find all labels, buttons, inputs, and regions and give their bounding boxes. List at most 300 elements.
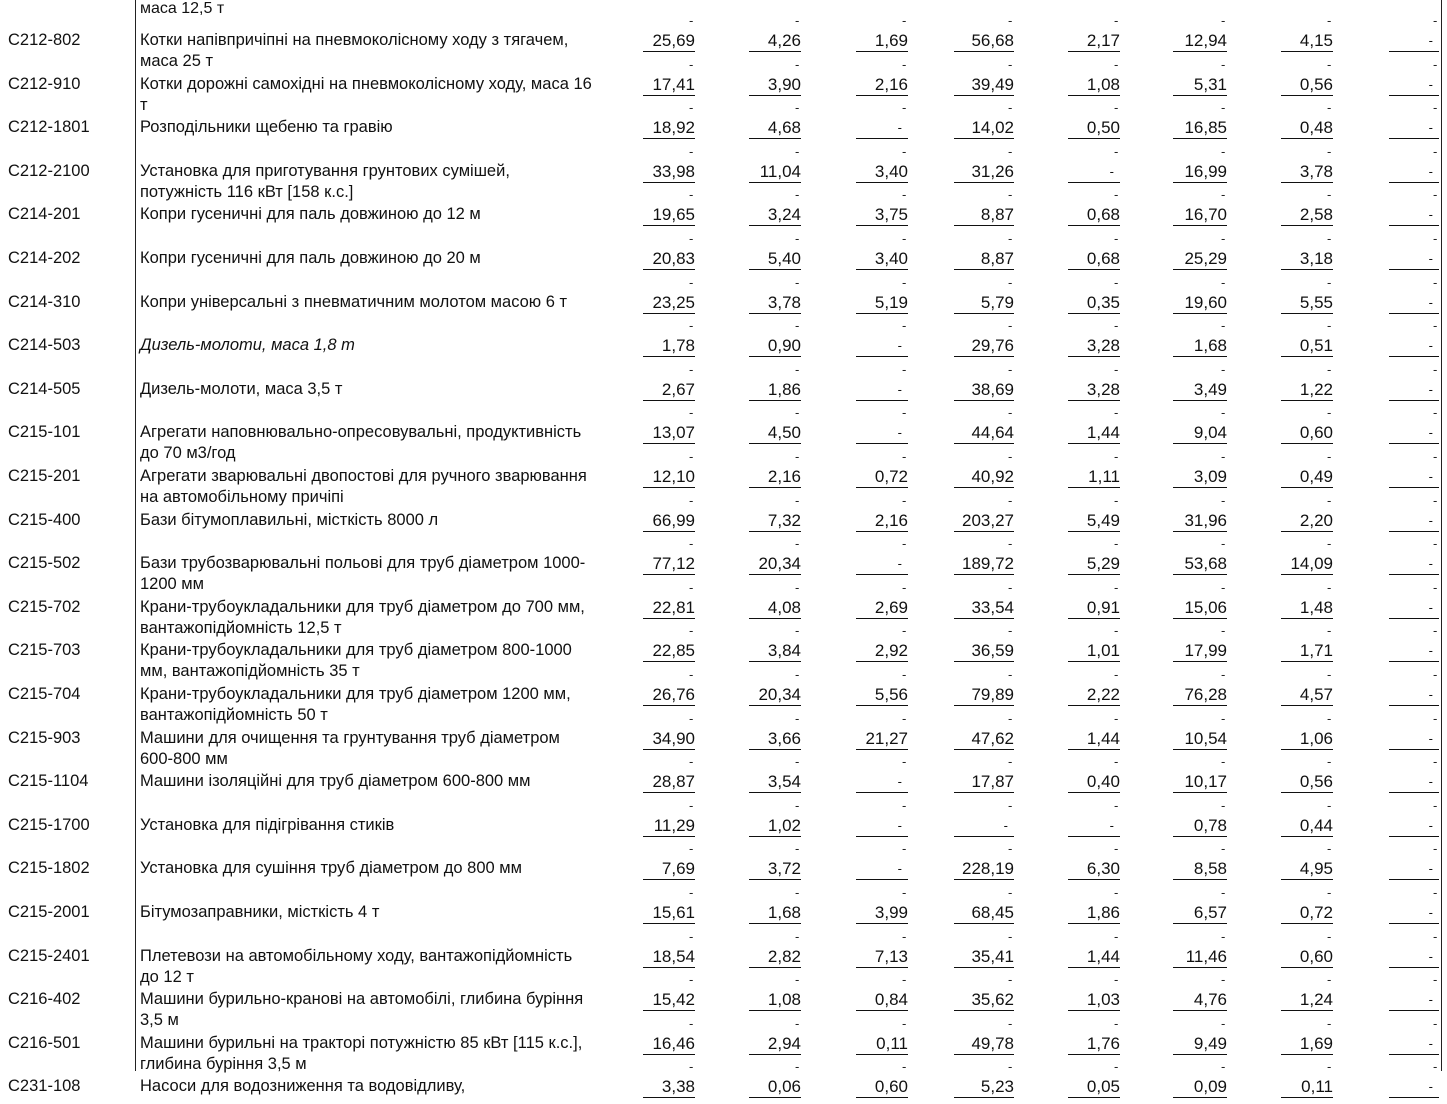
resource-description: Котки дорожні самохідні на пневмоколісному ходу, маса 16 т	[140, 74, 592, 114]
cell-dash-mark: -	[795, 841, 800, 857]
value-cell: 8,58	[1173, 858, 1227, 880]
cell-dash-mark: -	[1008, 56, 1013, 72]
cell-dash-mark: -	[1221, 841, 1226, 857]
value-cell: 3,54	[749, 771, 801, 793]
table-row	[0, 972, 1447, 1030]
value-cell: 8,87	[954, 204, 1014, 226]
value-cell: 12,94	[1173, 30, 1227, 52]
value-cell: 4,15	[1281, 30, 1333, 52]
resource-description: Крани-трубоукладальники для труб діаметром до 700 мм, вантажопідйомність 12,5 т	[140, 597, 585, 637]
cell-dash-mark: -	[1221, 885, 1226, 900]
cell-dash-mark: -	[795, 13, 800, 28]
cell-dash-mark: -	[795, 1059, 800, 1075]
cell-dash-mark: -	[902, 100, 907, 116]
resource-code: С215-201	[8, 467, 81, 485]
cell-dash-mark: -	[1433, 972, 1438, 988]
cell-dash-mark: -	[1008, 449, 1013, 464]
cell-dash-mark: -	[689, 841, 694, 857]
value-cell: 19,60	[1173, 292, 1227, 314]
cell-dash-mark: -	[1433, 928, 1438, 944]
value-cell: 15,42	[643, 989, 695, 1011]
value-cell: 0,56	[1281, 74, 1333, 96]
cell-dash-mark: -	[689, 797, 694, 813]
value-cell: 12,10	[643, 466, 695, 488]
value-cell: 40,92	[954, 466, 1014, 488]
cell-dash-mark: -	[689, 143, 694, 159]
value-cell: 10,54	[1173, 728, 1227, 750]
value-cell: -	[856, 422, 908, 444]
value-cell: 22,85	[643, 640, 695, 662]
cell-dash-mark: -	[902, 710, 907, 726]
value-cell: -	[1068, 815, 1120, 837]
value-cell: 228,19	[954, 858, 1014, 880]
resource-code: С215-2001	[8, 903, 90, 921]
value-cell: 0,06	[749, 1076, 801, 1098]
value-cell: 39,49	[954, 74, 1014, 96]
cell-dash-mark: -	[1114, 231, 1119, 246]
value-cell: 35,41	[954, 946, 1014, 968]
value-cell: 14,09	[1281, 553, 1333, 575]
value-cell: -	[856, 815, 908, 837]
value-cell: 20,83	[643, 248, 695, 270]
cell-dash-mark: -	[1433, 449, 1438, 464]
resource-description: Машини ізоляційні для труб діаметром 600-800 мм	[140, 772, 531, 791]
cell-dash-mark: -	[795, 623, 800, 639]
cell-dash-mark: -	[689, 579, 694, 595]
cell-dash-mark: -	[902, 449, 907, 464]
cell-dash-mark: -	[1221, 318, 1226, 334]
cell-dash-mark: -	[1221, 623, 1226, 639]
table-row	[0, 1060, 1447, 1104]
resource-code: С212-1801	[8, 118, 90, 137]
cell-dash-mark: -	[1433, 13, 1438, 28]
value-cell: 1,69	[1281, 1033, 1333, 1055]
value-cell: 1,08	[1068, 74, 1120, 96]
cell-dash-mark: -	[795, 928, 800, 944]
value-cell: 20,34	[749, 684, 801, 706]
table-row	[0, 579, 1447, 637]
cell-dash-mark: -	[1327, 579, 1332, 595]
cell-dash-mark: -	[1008, 667, 1013, 682]
resource-code: С215-400	[8, 510, 81, 529]
cell-dash-mark: -	[1327, 667, 1332, 682]
cell-dash-mark: -	[1221, 231, 1226, 246]
value-cell: 3,66	[749, 728, 801, 750]
cell-dash-mark: -	[1327, 885, 1332, 900]
value-cell: 3,38	[643, 1076, 695, 1098]
value-cell: 15,06	[1173, 597, 1227, 619]
value-cell: 2,17	[1068, 30, 1120, 52]
value-cell: -	[1389, 597, 1439, 619]
value-cell: 1,86	[749, 379, 801, 401]
table-row	[0, 232, 1447, 276]
cell-dash-mark: -	[795, 100, 800, 116]
value-cell: 0,44	[1281, 815, 1333, 837]
value-cell: 0,50	[1068, 117, 1120, 139]
value-cell: 47,62	[954, 728, 1014, 750]
value-cell: 20,34	[749, 553, 801, 575]
value-cell: 36,59	[954, 640, 1014, 662]
resource-code: С215-1104	[8, 772, 89, 791]
value-cell: -	[1389, 640, 1439, 662]
table-row	[0, 405, 1447, 463]
resource-description: Установка для підігрівання стиків	[140, 815, 395, 834]
value-cell: 2,16	[856, 74, 908, 96]
value-cell: -	[856, 771, 908, 793]
value-cell: 3,78	[749, 292, 801, 314]
value-cell: 5,55	[1281, 292, 1333, 314]
value-cell: 3,75	[856, 204, 908, 226]
cell-dash-mark: -	[1327, 405, 1332, 421]
value-cell: 35,62	[954, 989, 1014, 1011]
cell-dash-mark: -	[1114, 667, 1119, 682]
value-cell: 33,98	[643, 161, 695, 183]
value-cell: 44,64	[954, 422, 1014, 444]
resource-code: С215-1802	[8, 859, 90, 878]
cell-dash-mark: -	[1221, 797, 1226, 813]
cell-dash-mark: -	[1433, 231, 1438, 246]
cell-dash-mark: -	[1114, 13, 1119, 28]
table-row	[0, 13, 1447, 70]
cell-dash-mark: -	[1433, 492, 1438, 508]
resource-code: С212-802	[8, 31, 81, 49]
value-cell: -	[1389, 553, 1439, 575]
value-cell: 0,49	[1281, 466, 1333, 488]
table-row	[0, 494, 1447, 538]
value-cell: 1,44	[1068, 728, 1120, 750]
cell-dash-mark: -	[1221, 143, 1226, 159]
value-cell: 29,76	[954, 335, 1014, 357]
cell-dash-mark: -	[795, 405, 800, 421]
value-cell: 7,13	[856, 946, 908, 968]
cell-dash-mark: -	[1221, 449, 1226, 464]
cell-dash-mark: -	[1008, 885, 1013, 900]
value-cell: 1,02	[749, 815, 801, 837]
cell-dash-mark: -	[1327, 13, 1332, 28]
value-cell: 3,90	[749, 74, 801, 96]
cell-dash-mark: -	[1221, 274, 1226, 290]
cell-dash-mark: -	[1008, 797, 1013, 813]
value-cell: 0,91	[1068, 597, 1120, 619]
resource-description: Крани-трубоукладальники для труб діаметром 1200 мм, вантажопідйомність 50 т	[140, 685, 571, 724]
cell-dash-mark: -	[1433, 710, 1438, 726]
cell-dash-mark: -	[1327, 274, 1332, 290]
cell-dash-mark: -	[1008, 361, 1013, 377]
cell-dash-mark: -	[1008, 841, 1013, 857]
value-cell: 3,49	[1173, 379, 1227, 401]
cell-dash-mark: -	[1221, 1015, 1226, 1031]
table-row	[0, 842, 1447, 886]
cell-dash-mark: -	[689, 667, 694, 682]
cell-dash-mark: -	[1221, 710, 1226, 726]
value-cell: 1,78	[643, 335, 695, 357]
table-row	[0, 319, 1447, 363]
value-cell: 28,87	[643, 771, 695, 793]
cell-dash-mark: -	[689, 885, 694, 900]
value-cell: -	[1389, 902, 1439, 924]
value-cell: 3,28	[1068, 335, 1120, 357]
cell-dash-mark: -	[1327, 1015, 1332, 1031]
resource-description: Дизель-молоти, маса 1,8 т	[140, 336, 355, 355]
cell-dash-mark: -	[902, 754, 907, 770]
value-cell: 3,84	[749, 640, 801, 662]
cell-dash-mark: -	[1114, 449, 1119, 464]
cell-dash-mark: -	[1327, 972, 1332, 988]
cell-dash-mark: -	[689, 449, 694, 464]
resource-code: С214-201	[8, 205, 81, 224]
table-row	[0, 710, 1447, 768]
cell-dash-mark: -	[902, 579, 907, 595]
value-cell: 0,78	[1173, 815, 1227, 837]
resource-description: Бітумозаправники, місткість 4 т	[140, 903, 380, 921]
cell-dash-mark: -	[689, 492, 694, 508]
cell-dash-mark: -	[1221, 187, 1226, 203]
resource-description: Копри гусеничні для паль довжиною до 12 м	[140, 205, 481, 224]
value-cell: -	[1389, 1076, 1439, 1098]
cell-dash-mark: -	[795, 231, 800, 246]
resource-code: С214-503	[8, 336, 81, 355]
value-cell: 1,11	[1068, 466, 1120, 488]
value-cell: -	[1389, 858, 1439, 880]
value-cell: 1,03	[1068, 989, 1120, 1011]
table-row	[0, 449, 1447, 506]
cell-dash-mark: -	[1433, 100, 1438, 116]
value-cell: -	[856, 858, 908, 880]
cell-dash-mark: -	[1221, 972, 1226, 988]
value-cell: 25,69	[643, 30, 695, 52]
value-cell: 0,35	[1068, 292, 1120, 314]
cell-dash-mark: -	[1433, 797, 1438, 813]
cell-dash-mark: -	[1008, 972, 1013, 988]
value-cell: 6,30	[1068, 858, 1120, 880]
resource-code: С231-108	[8, 1077, 81, 1096]
table-row	[0, 667, 1447, 724]
value-cell: 1,68	[1173, 335, 1227, 357]
value-cell: 4,95	[1281, 858, 1333, 880]
cell-dash-mark: -	[1221, 667, 1226, 682]
cell-dash-mark: -	[1221, 361, 1226, 377]
cell-dash-mark: -	[1221, 56, 1226, 72]
cell-dash-mark: -	[1008, 318, 1013, 334]
value-cell: 2,58	[1281, 204, 1333, 226]
value-cell: 4,08	[749, 597, 801, 619]
value-cell: 1,44	[1068, 946, 1120, 968]
cell-dash-mark: -	[795, 710, 800, 726]
value-cell: 7,69	[643, 858, 695, 880]
table-row	[0, 755, 1447, 799]
value-cell: 1,71	[1281, 640, 1333, 662]
table-row	[0, 799, 1447, 843]
cell-dash-mark: -	[1114, 361, 1119, 377]
value-cell: 2,22	[1068, 684, 1120, 706]
value-cell: 0,60	[856, 1076, 908, 1098]
cell-dash-mark: -	[689, 754, 694, 770]
value-cell: -	[856, 379, 908, 401]
value-cell: -	[856, 553, 908, 575]
value-cell: -	[1389, 510, 1439, 532]
resource-code: С215-1700	[8, 815, 90, 834]
value-cell: 5,49	[1068, 510, 1120, 532]
value-cell: 10,17	[1173, 771, 1227, 793]
value-cell: 4,50	[749, 422, 801, 444]
cell-dash-mark: -	[795, 536, 800, 552]
cell-dash-mark: -	[1433, 361, 1438, 377]
value-cell: 0,68	[1068, 248, 1120, 270]
cell-dash-mark: -	[1433, 579, 1438, 595]
cell-dash-mark: -	[1114, 623, 1119, 639]
value-cell: 5,19	[856, 292, 908, 314]
cell-dash-mark: -	[689, 405, 694, 421]
value-cell: -	[1389, 204, 1439, 226]
resource-description: Установка для сушіння труб діаметром до 800 мм	[140, 859, 522, 878]
cell-dash-mark: -	[1008, 928, 1013, 944]
value-cell: 1,44	[1068, 422, 1120, 444]
cell-dash-mark: -	[689, 231, 694, 246]
value-cell: 0,40	[1068, 771, 1120, 793]
value-cell: -	[1389, 335, 1439, 357]
cell-dash-mark: -	[1114, 579, 1119, 595]
value-cell: 16,70	[1173, 204, 1227, 226]
value-cell: 31,96	[1173, 510, 1227, 532]
table-row	[0, 623, 1447, 681]
value-cell: 1,76	[1068, 1033, 1120, 1055]
value-cell: -	[1389, 30, 1439, 52]
value-cell: -	[1389, 422, 1439, 444]
value-cell: 5,23	[954, 1076, 1014, 1098]
value-cell: 38,69	[954, 379, 1014, 401]
value-cell: 11,46	[1173, 946, 1227, 968]
value-cell: 13,07	[643, 422, 695, 444]
cell-dash-mark: -	[902, 187, 907, 203]
cell-dash-mark: -	[795, 885, 800, 900]
value-cell: 5,40	[749, 248, 801, 270]
value-cell: 5,79	[954, 292, 1014, 314]
cell-dash-mark: -	[689, 623, 694, 639]
value-cell: -	[1389, 1033, 1439, 1055]
value-cell: 0,56	[1281, 771, 1333, 793]
value-cell: 53,68	[1173, 553, 1227, 575]
cell-dash-mark: -	[1327, 318, 1332, 334]
value-cell: 3,72	[749, 858, 801, 880]
resource-description: Машини бурильні на тракторі потужністю 85 кВт [115 к.с.], глибина буріння 3,5 м	[140, 1033, 583, 1073]
cell-dash-mark: -	[1327, 449, 1332, 464]
cell-dash-mark: -	[1433, 841, 1438, 857]
resource-code: С214-505	[8, 379, 81, 398]
cell-dash-mark: -	[902, 623, 907, 639]
cell-dash-mark: -	[1114, 492, 1119, 508]
resource-description: Машини для очищення та грунтування труб діаметром 600-800 мм	[140, 728, 560, 768]
value-cell: 1,69	[856, 30, 908, 52]
value-cell: 6,57	[1173, 902, 1227, 924]
value-cell: 3,99	[856, 902, 908, 924]
cell-dash-mark: -	[795, 1015, 800, 1031]
value-cell: 21,27	[856, 728, 908, 750]
value-cell: 11,29	[643, 815, 695, 837]
cell-dash-mark: -	[1327, 361, 1332, 377]
value-cell: -	[1389, 74, 1439, 96]
value-cell: 4,76	[1173, 989, 1227, 1011]
cell-dash-mark: -	[902, 667, 907, 682]
cell-dash-mark: -	[1433, 274, 1438, 290]
value-cell: 0,68	[1068, 204, 1120, 226]
value-cell: -	[1389, 815, 1439, 837]
cell-dash-mark: -	[902, 1059, 907, 1075]
resource-description: Розподільники щебеню та гравію	[140, 118, 393, 137]
value-cell: 2,94	[749, 1033, 801, 1055]
cell-dash-mark: -	[1008, 754, 1013, 770]
resource-code: С212-910	[8, 74, 81, 93]
value-cell: -	[1389, 771, 1439, 793]
value-cell: 5,31	[1173, 74, 1227, 96]
cell-dash-mark: -	[1114, 972, 1119, 988]
cell-dash-mark: -	[1008, 1015, 1013, 1031]
value-cell: 66,99	[643, 510, 695, 532]
value-cell: 0,60	[1281, 946, 1333, 968]
cell-dash-mark: -	[1327, 536, 1332, 552]
cell-dash-mark: -	[689, 710, 694, 726]
value-cell: 3,28	[1068, 379, 1120, 401]
value-cell: -	[1389, 946, 1439, 968]
cell-dash-mark: -	[902, 841, 907, 857]
cell-dash-mark: -	[795, 187, 800, 203]
value-cell: 1,48	[1281, 597, 1333, 619]
resource-code: С214-310	[8, 292, 81, 311]
cell-dash-mark: -	[902, 361, 907, 377]
cell-dash-mark: -	[1221, 1059, 1226, 1075]
cell-dash-mark: -	[1327, 710, 1332, 726]
table-row	[0, 56, 1447, 114]
cell-dash-mark: -	[689, 972, 694, 988]
resource-description: Копри універсальні з пневматичним молотом масою 6 т	[140, 292, 568, 311]
cell-dash-mark: -	[1114, 797, 1119, 813]
value-cell: -	[1389, 117, 1439, 139]
value-cell: 0,05	[1068, 1076, 1120, 1098]
cell-dash-mark: -	[1114, 56, 1119, 72]
resource-code: С215-2401	[8, 946, 90, 965]
value-cell: 9,04	[1173, 422, 1227, 444]
value-cell: 1,24	[1281, 989, 1333, 1011]
cell-dash-mark: -	[902, 274, 907, 290]
value-cell: 26,76	[643, 684, 695, 706]
continued-description: маса 12,5 т	[140, 0, 225, 17]
cell-dash-mark: -	[795, 667, 800, 682]
value-cell: 3,40	[856, 248, 908, 270]
cell-dash-mark: -	[1114, 754, 1119, 770]
cell-dash-mark: -	[795, 492, 800, 508]
cell-dash-mark: -	[1114, 318, 1119, 334]
cell-dash-mark: -	[1327, 492, 1332, 508]
cell-dash-mark: -	[1221, 928, 1226, 944]
cell-dash-mark: -	[902, 928, 907, 944]
cell-dash-mark: -	[1008, 710, 1013, 726]
value-cell: 1,06	[1281, 728, 1333, 750]
value-cell: 2,20	[1281, 510, 1333, 532]
value-cell: -	[1389, 292, 1439, 314]
cell-dash-mark: -	[1114, 100, 1119, 116]
resource-code: С215-702	[8, 597, 81, 616]
cell-dash-mark: -	[1433, 318, 1438, 334]
value-cell: 1,22	[1281, 379, 1333, 401]
value-cell: 2,82	[749, 946, 801, 968]
value-cell: 25,29	[1173, 248, 1227, 270]
table-row	[0, 276, 1447, 320]
cell-dash-mark: -	[1114, 187, 1119, 203]
cell-dash-mark: -	[1327, 100, 1332, 116]
cell-dash-mark: -	[1327, 1059, 1332, 1075]
value-cell: 68,45	[954, 902, 1014, 924]
cell-dash-mark: -	[902, 1015, 907, 1031]
cell-dash-mark: -	[1327, 754, 1332, 770]
